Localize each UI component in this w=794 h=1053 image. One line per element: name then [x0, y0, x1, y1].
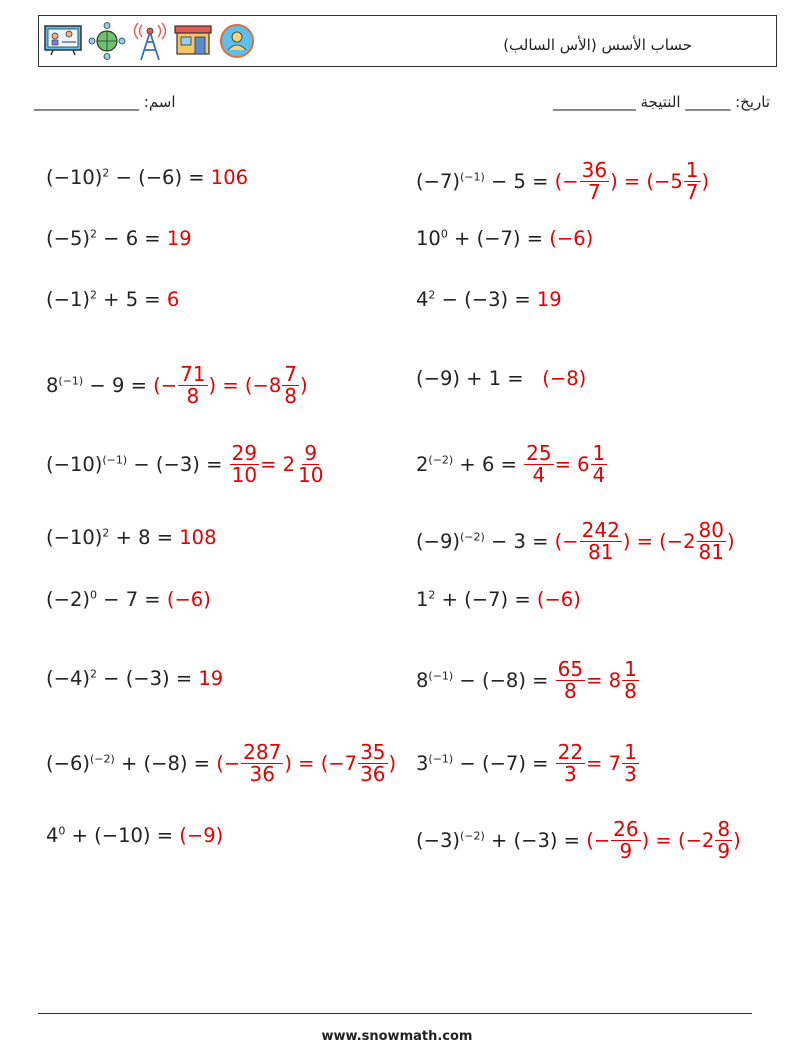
- spacer: [222, 453, 228, 476]
- problem-expression: $(-10)^{(-1)} - (-3)$ =: [46, 453, 223, 476]
- problem-expression: $(-1)^2 + 5$ =: [46, 288, 161, 311]
- header-icons: [43, 22, 257, 62]
- answer-mixed-whole: = 8: [586, 669, 622, 692]
- right-problem-5: [416, 443, 608, 486]
- exponent: (−2): [428, 453, 454, 467]
- fraction-denominator: 36: [360, 762, 386, 786]
- worksheet-title: حساب الأسس (الأس السالب): [503, 36, 692, 54]
- exponent: 0: [89, 588, 97, 602]
- exponent: 2: [102, 526, 110, 540]
- answer-fraction: [524, 443, 553, 486]
- problem-expression: $(-6)^{(-2)} + (-8)$ =: [46, 752, 211, 775]
- date-score-label: تاريخ: ______ النتيجة ___________: [553, 93, 770, 111]
- fraction-numerator: 1: [685, 158, 699, 182]
- answer-suffix: ): [701, 170, 710, 193]
- problem-expression: (−9) + 1 =: [416, 367, 530, 390]
- left-problem-1: [46, 166, 248, 189]
- footer-divider: [38, 1013, 752, 1014]
- right-problem-9: [416, 742, 640, 785]
- answer: (−6): [160, 588, 211, 611]
- answer-fraction: [556, 659, 585, 702]
- problem-expression: $(-3)^{(-2)} + (-3)$ =: [416, 829, 581, 852]
- user-avatar-icon: [217, 22, 257, 60]
- problem-expression: $10^0 + (-7)$ =: [416, 227, 544, 250]
- network-globe-icon: [87, 22, 127, 60]
- left-problem-6: [46, 526, 216, 549]
- fraction-numerator: 29: [231, 441, 258, 465]
- problem-expression: $4^0 + (-10)$ =: [46, 824, 174, 847]
- right-problem-4: [416, 367, 586, 390]
- fraction-denominator: 9: [619, 839, 633, 863]
- problem-expression: $(-9)^{(-2)} - 3$ =: [416, 530, 549, 553]
- problem-expression: $(-10)^2 + 8$ =: [46, 526, 174, 549]
- name-field-label: اسم: ______________: [34, 93, 176, 111]
- answer-prefix: (−: [216, 752, 241, 775]
- answer-suffix: ): [299, 374, 308, 397]
- fraction-denominator: 4: [532, 463, 546, 487]
- answer-suffix: ): [726, 530, 735, 553]
- answer-fraction: [591, 443, 608, 486]
- exponent: 2: [89, 288, 97, 302]
- answer-fraction: [358, 742, 387, 785]
- exponent: 2: [428, 288, 436, 302]
- answer-fraction: [580, 520, 622, 563]
- problem-expression: $4^2 - (-3)$ =: [416, 288, 531, 311]
- answer-fraction: [178, 364, 207, 407]
- right-problem-1: [416, 160, 709, 203]
- problem-expression: $1^2 + (-7)$ =: [416, 588, 531, 611]
- answer-fraction: [715, 819, 732, 862]
- left-problem-7: [46, 588, 211, 611]
- left-problem-8: [46, 667, 223, 690]
- fraction-denominator: 36: [249, 762, 275, 786]
- answer-prefix: (−: [153, 374, 178, 397]
- fraction-numerator: 287: [243, 740, 282, 764]
- problem-expression: $(-5)^2 - 6$ =: [46, 227, 161, 250]
- answer-fraction: [622, 742, 639, 785]
- answer-fraction: [684, 160, 701, 203]
- fraction-numerator: 71: [180, 362, 206, 386]
- presentation-board-icon: [43, 22, 83, 56]
- exponent: 2: [102, 166, 110, 180]
- answer-fraction: [282, 364, 299, 407]
- fraction-denominator: 4: [592, 463, 606, 487]
- answer-mixed-whole: ) = (−5: [610, 170, 683, 193]
- fraction-numerator: 8: [717, 817, 731, 841]
- answer-fraction: [580, 160, 609, 203]
- problem-expression: $(-10)^2 - (-6)$ =: [46, 166, 205, 189]
- answer: (−8): [536, 367, 587, 390]
- answer-mixed-whole: = 6: [554, 453, 590, 476]
- radio-tower-icon: [131, 22, 169, 62]
- fraction-numerator: 25: [526, 441, 552, 465]
- exponent: (−2): [459, 829, 485, 843]
- answer-fraction: [556, 742, 585, 785]
- fraction-denominator: 8: [284, 384, 297, 408]
- problem-expression: $(-7)^{(-1)} - 5$ =: [416, 170, 549, 193]
- fraction-denominator: 81: [698, 540, 724, 564]
- exponent: (−1): [102, 453, 128, 467]
- fraction-numerator: 65: [557, 657, 584, 681]
- fraction-denominator: 7: [685, 180, 699, 204]
- answer-suffix: ): [733, 829, 741, 852]
- answer-fraction: [230, 443, 259, 486]
- exponent: 2: [428, 588, 436, 602]
- answer-suffix: ): [388, 752, 397, 775]
- fraction-numerator: 22: [557, 740, 584, 764]
- exponent: (−2): [89, 752, 115, 766]
- answer: 19: [530, 288, 562, 311]
- left-problem-2: [46, 227, 192, 250]
- answer-mixed-whole: ) = (−8: [208, 374, 282, 397]
- answer-fraction: [241, 742, 283, 785]
- right-problem-8: [416, 659, 640, 702]
- problem-expression: $(-4)^2 - (-3)$ =: [46, 667, 193, 690]
- right-problem-6: [416, 520, 735, 563]
- fraction-numerator: 26: [613, 817, 639, 841]
- problem-expression: $3^{(-1)} - (-7)$ =: [416, 752, 549, 775]
- fraction-denominator: 10: [231, 463, 258, 487]
- right-problem-7: [416, 588, 581, 611]
- fraction-denominator: 3: [624, 762, 637, 786]
- left-problem-10: [46, 824, 223, 847]
- answer-mixed-whole: ) = (−2: [622, 530, 696, 553]
- answer-mixed-whole: = 7: [586, 752, 622, 775]
- left-problem-3: [46, 288, 179, 311]
- fraction-numerator: 35: [360, 740, 386, 764]
- exponent: 2: [89, 667, 97, 681]
- left-problem-5: [46, 443, 326, 486]
- fraction-numerator: 9: [304, 441, 318, 465]
- exponent: (−1): [459, 170, 485, 184]
- fraction-numerator: 1: [592, 441, 606, 465]
- answer-prefix: (−: [586, 829, 611, 852]
- right-problem-3: [416, 288, 562, 311]
- fraction-numerator: 1: [624, 657, 637, 681]
- answer-fraction: [611, 819, 640, 862]
- answer-mixed-whole: ) = (−7: [284, 752, 358, 775]
- answer: (−6): [543, 227, 594, 250]
- fraction-denominator: 81: [587, 540, 614, 564]
- problem-expression: $(-2)^0 - 7$ =: [46, 588, 161, 611]
- exponent: 0: [440, 227, 448, 241]
- problem-expression: $8^{(-1)} - (-8)$ =: [416, 669, 549, 692]
- fraction-numerator: 7: [284, 362, 297, 386]
- footer-url: www.snowmath.com: [321, 1029, 473, 1044]
- left-problem-9: [46, 742, 396, 785]
- answer-prefix: (−: [554, 530, 579, 553]
- exponent: 0: [58, 824, 66, 838]
- spacer: [548, 752, 554, 775]
- left-problem-4: [46, 364, 308, 407]
- exponent: (−1): [58, 374, 84, 388]
- fraction-denominator: 9: [717, 839, 731, 863]
- right-problem-2: [416, 227, 593, 250]
- fraction-numerator: 36: [581, 158, 608, 182]
- answer: 6: [160, 288, 180, 311]
- fraction-denominator: 10: [298, 463, 324, 487]
- exponent: (−2): [459, 530, 485, 544]
- answer-prefix: (−: [554, 170, 579, 193]
- spacer: [548, 669, 554, 692]
- answer-fraction: [697, 520, 726, 563]
- fraction-numerator: 1: [624, 740, 637, 764]
- fraction-denominator: 8: [186, 384, 200, 408]
- storefront-icon: [173, 22, 213, 56]
- answer: 106: [204, 166, 249, 189]
- fraction-numerator: 80: [698, 518, 724, 542]
- exponent: (−1): [428, 752, 454, 766]
- answer: 19: [192, 667, 224, 690]
- problem-expression: $8^{(-1)} - 9$ =: [46, 374, 147, 397]
- fraction-numerator: 242: [581, 518, 620, 542]
- exponent: (−1): [428, 669, 454, 683]
- fraction-denominator: 3: [564, 762, 577, 786]
- answer-fraction: [296, 443, 325, 486]
- answer-mixed-whole: ) = (−2: [641, 829, 715, 852]
- answer: (−9): [173, 824, 224, 847]
- problem-expression: $2^{(-2)} + 6$ =: [416, 453, 517, 476]
- fraction-denominator: 8: [624, 679, 637, 703]
- answer-mixed-whole: = 2: [260, 453, 296, 476]
- worksheet-header: [38, 15, 777, 67]
- fraction-denominator: 7: [587, 180, 601, 204]
- answer: 19: [160, 227, 192, 250]
- answer: (−6): [530, 588, 581, 611]
- answer: 108: [173, 526, 217, 549]
- right-problem-10: [416, 819, 741, 862]
- exponent: 2: [89, 227, 97, 241]
- spacer: [517, 453, 523, 476]
- fraction-denominator: 8: [564, 679, 577, 703]
- answer-fraction: [622, 659, 639, 702]
